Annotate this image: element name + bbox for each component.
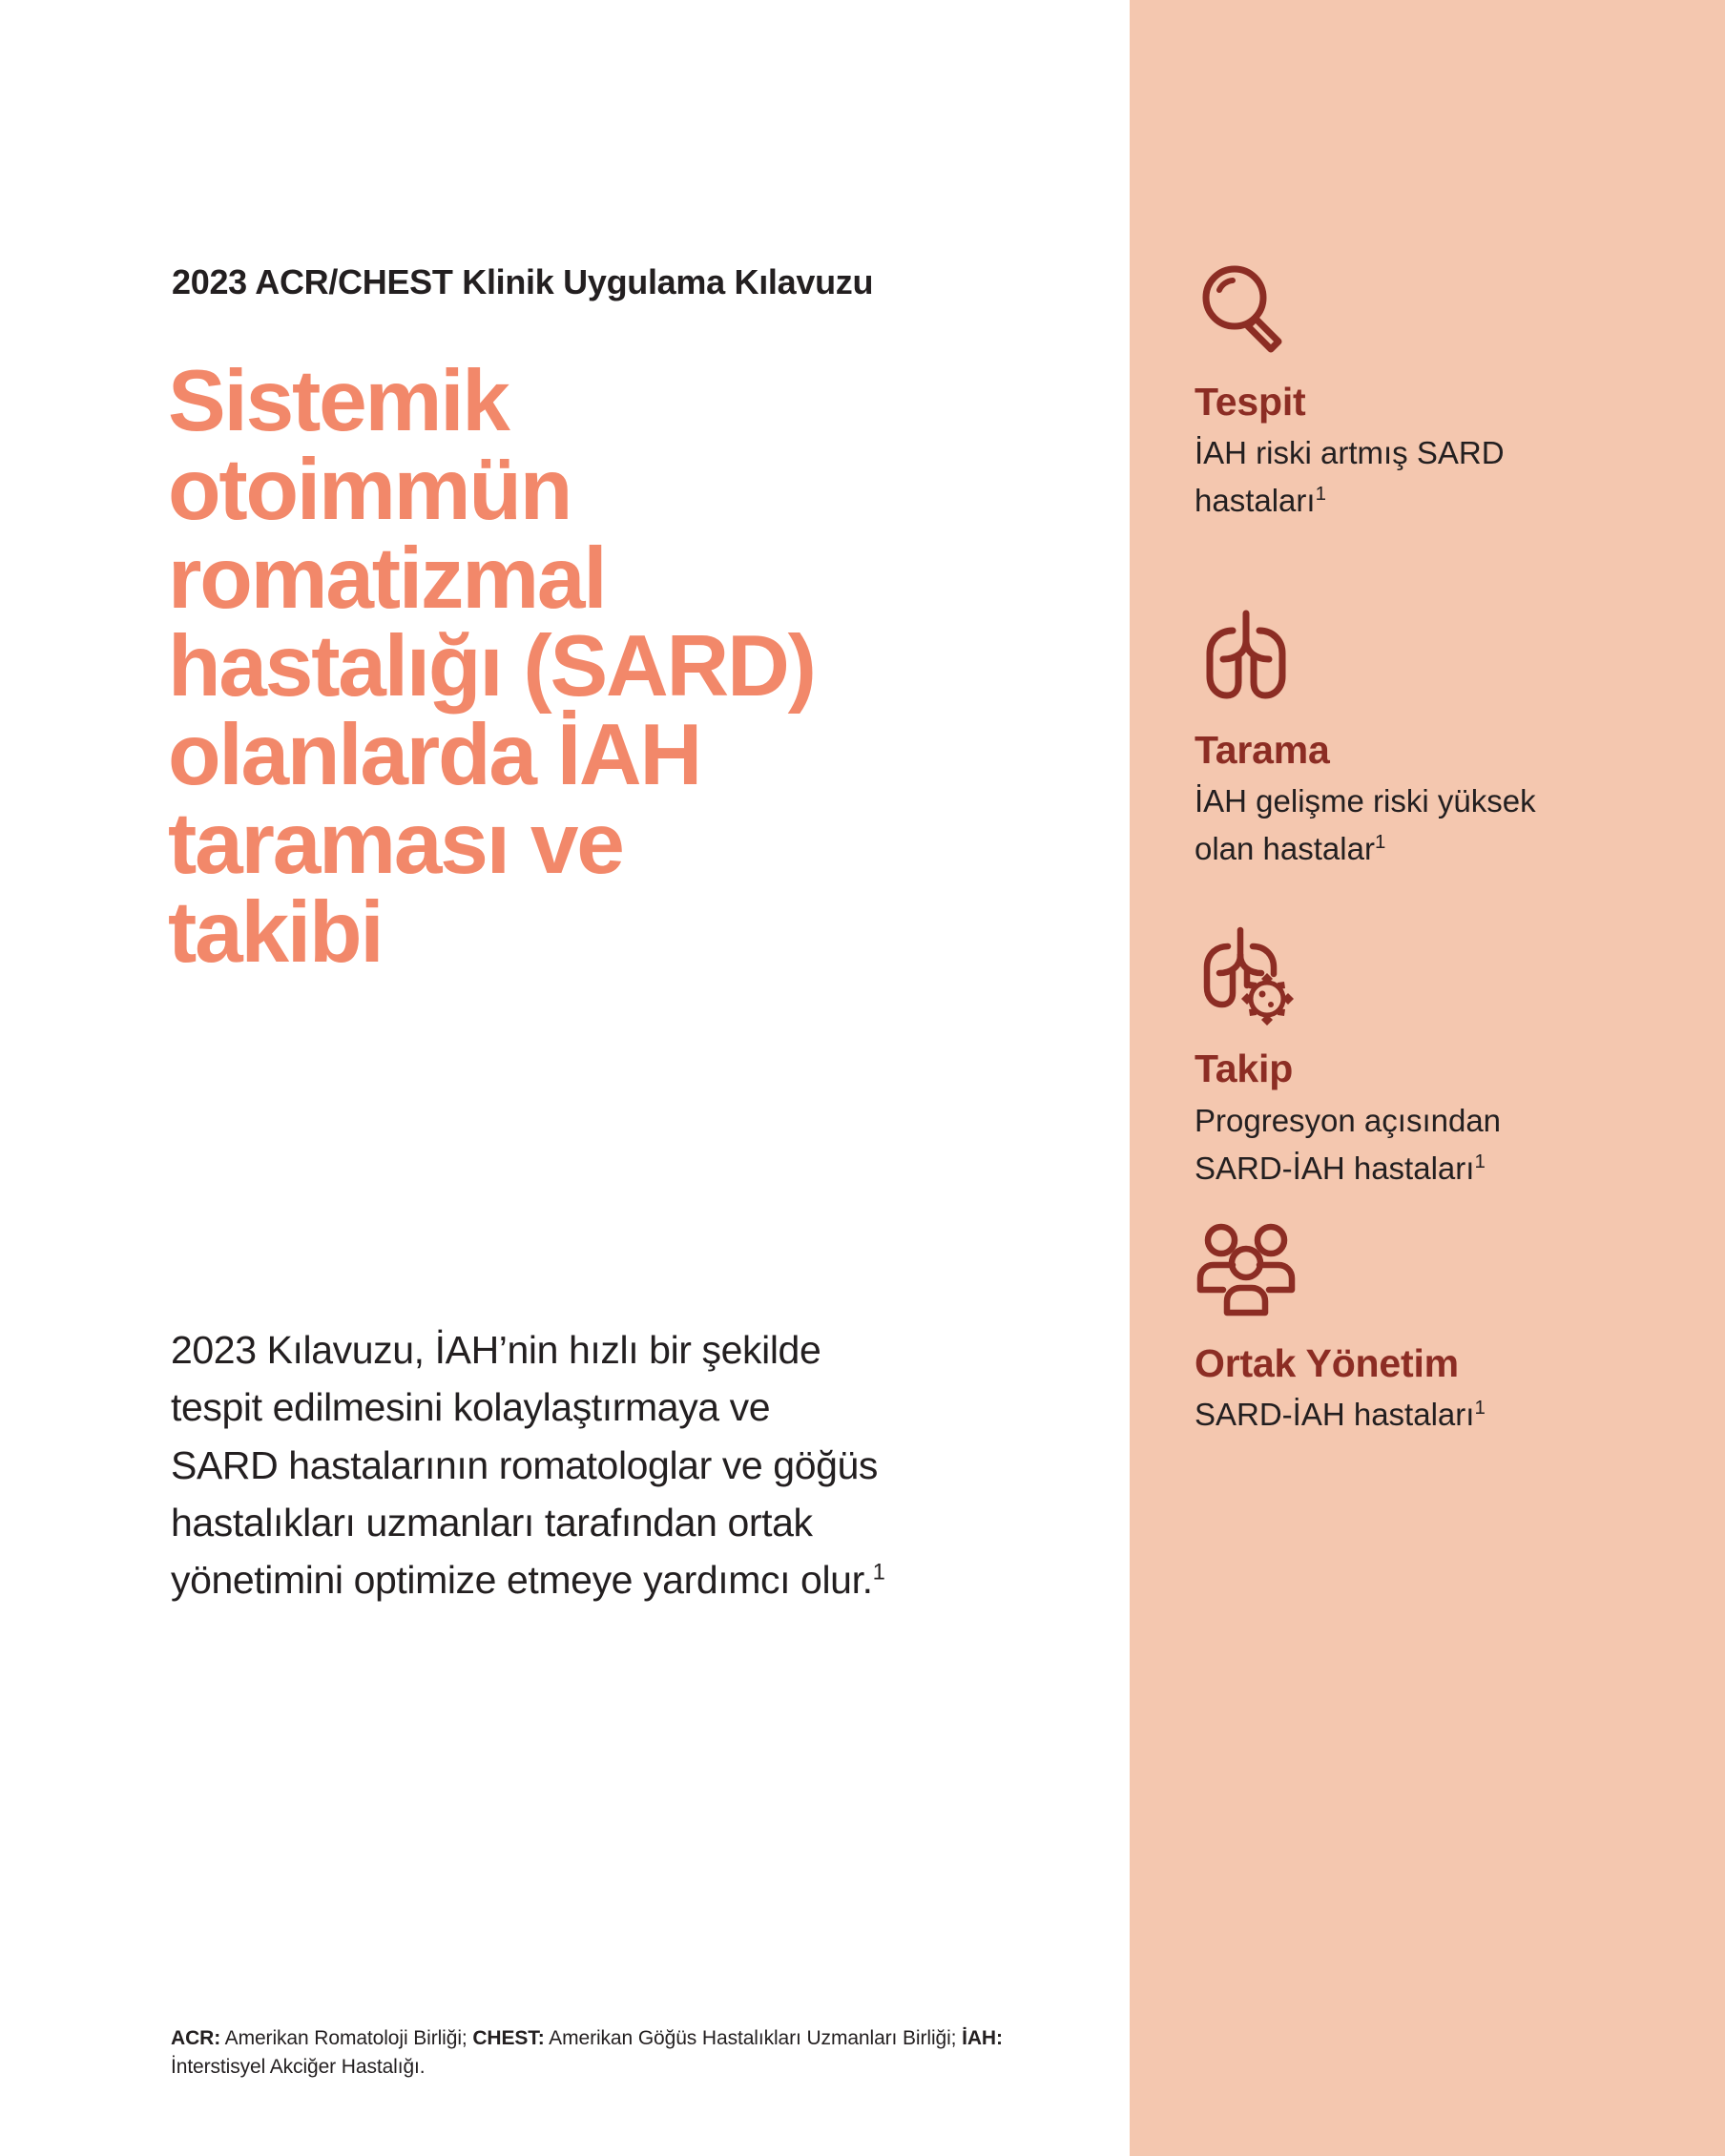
step-spacer (1195, 526, 1614, 608)
body-line: hastalıkları uzmanları tarafından ortak (171, 1500, 813, 1544)
lungs-virus-icon (1195, 926, 1298, 1026)
body-line: tespit edilmesini kolaylaştırmaya ve (171, 1385, 771, 1430)
body-line-text: yönetimini optimize etmeye yardımcı olur. (171, 1558, 873, 1603)
step-footnote-marker: 1 (1315, 483, 1326, 506)
lungs-icon (1195, 608, 1298, 707)
step-item-ortak-yonetim (1195, 1221, 1614, 1439)
headline-line: romatizmal (168, 529, 606, 627)
step-title: Ortak Yönetim (1195, 1340, 1459, 1385)
footnote-def-iah: İnterstisyel Akciğer Hastalığı. (171, 2055, 426, 2078)
step-item-takip (1195, 926, 1614, 1192)
magnifier-icon (1195, 259, 1298, 359)
step-item-tarama (1195, 608, 1614, 874)
headline-line: takibi (168, 883, 383, 981)
body-paragraph (171, 1321, 1029, 1608)
step-item-tespit (1195, 259, 1614, 526)
step-title: Tespit (1195, 380, 1306, 424)
step-spacer (1195, 1192, 1614, 1221)
step-footnote-marker: 1 (1374, 831, 1386, 854)
step-spacer (1195, 873, 1614, 926)
body-line-last (171, 1551, 1029, 1608)
step-description-text: Progresyon açısından SARD-İAH hastaları (1195, 1102, 1502, 1186)
step-title: Tarama (1195, 727, 1330, 772)
body-line: SARD hastalarının romatologlar ve göğüs (171, 1442, 879, 1487)
footnote-def-chest: Amerikan Göğüs Hastalıkları Uzmanları Birliği; (544, 2027, 963, 2049)
footnote-abbreviations (171, 2024, 1029, 2082)
footnote-abbr-chest: CHEST: (472, 2027, 545, 2049)
page-title (168, 353, 1084, 981)
step-footnote-marker: 1 (1474, 1397, 1486, 1420)
footnote-abbr-iah: İAH: (962, 2027, 1003, 2049)
people-group-icon (1195, 1221, 1298, 1320)
headline-line: otoimmün (168, 441, 572, 538)
headline-line: hastalığı (SARD) (168, 618, 815, 715)
step-description (1195, 1391, 1576, 1439)
body-line: 2023 Kılavuzu, İAH’nin hızlı bir şekilde (171, 1328, 821, 1372)
step-description (1195, 429, 1576, 525)
step-description-text: SARD-İAH hastaları (1195, 1397, 1475, 1433)
headline-line: olanlarda İAH (168, 707, 700, 804)
headline-line: taraması ve (168, 796, 623, 893)
body-footnote-marker: 1 (872, 1559, 885, 1586)
steps-side-panel (1130, 0, 1725, 2156)
step-description (1195, 777, 1576, 873)
footnote-abbr-acr: ACR: (171, 2027, 221, 2049)
eyebrow-label: 2023 ACR/CHEST Klinik Uygulama Kılavuzu (172, 262, 874, 301)
step-title: Takip (1195, 1047, 1294, 1091)
step-description (1195, 1097, 1576, 1192)
steps-list (1195, 259, 1614, 1439)
step-footnote-marker: 1 (1474, 1150, 1486, 1172)
step-description-text: İAH riski artmış SARD hastaları (1195, 435, 1505, 519)
headline-line: Sistemik (168, 353, 509, 449)
step-description-text: İAH gelişme riski yüksek olan hastalar (1195, 782, 1536, 867)
footnote-def-acr: Amerikan Romatoloji Birliği; (220, 2027, 473, 2049)
